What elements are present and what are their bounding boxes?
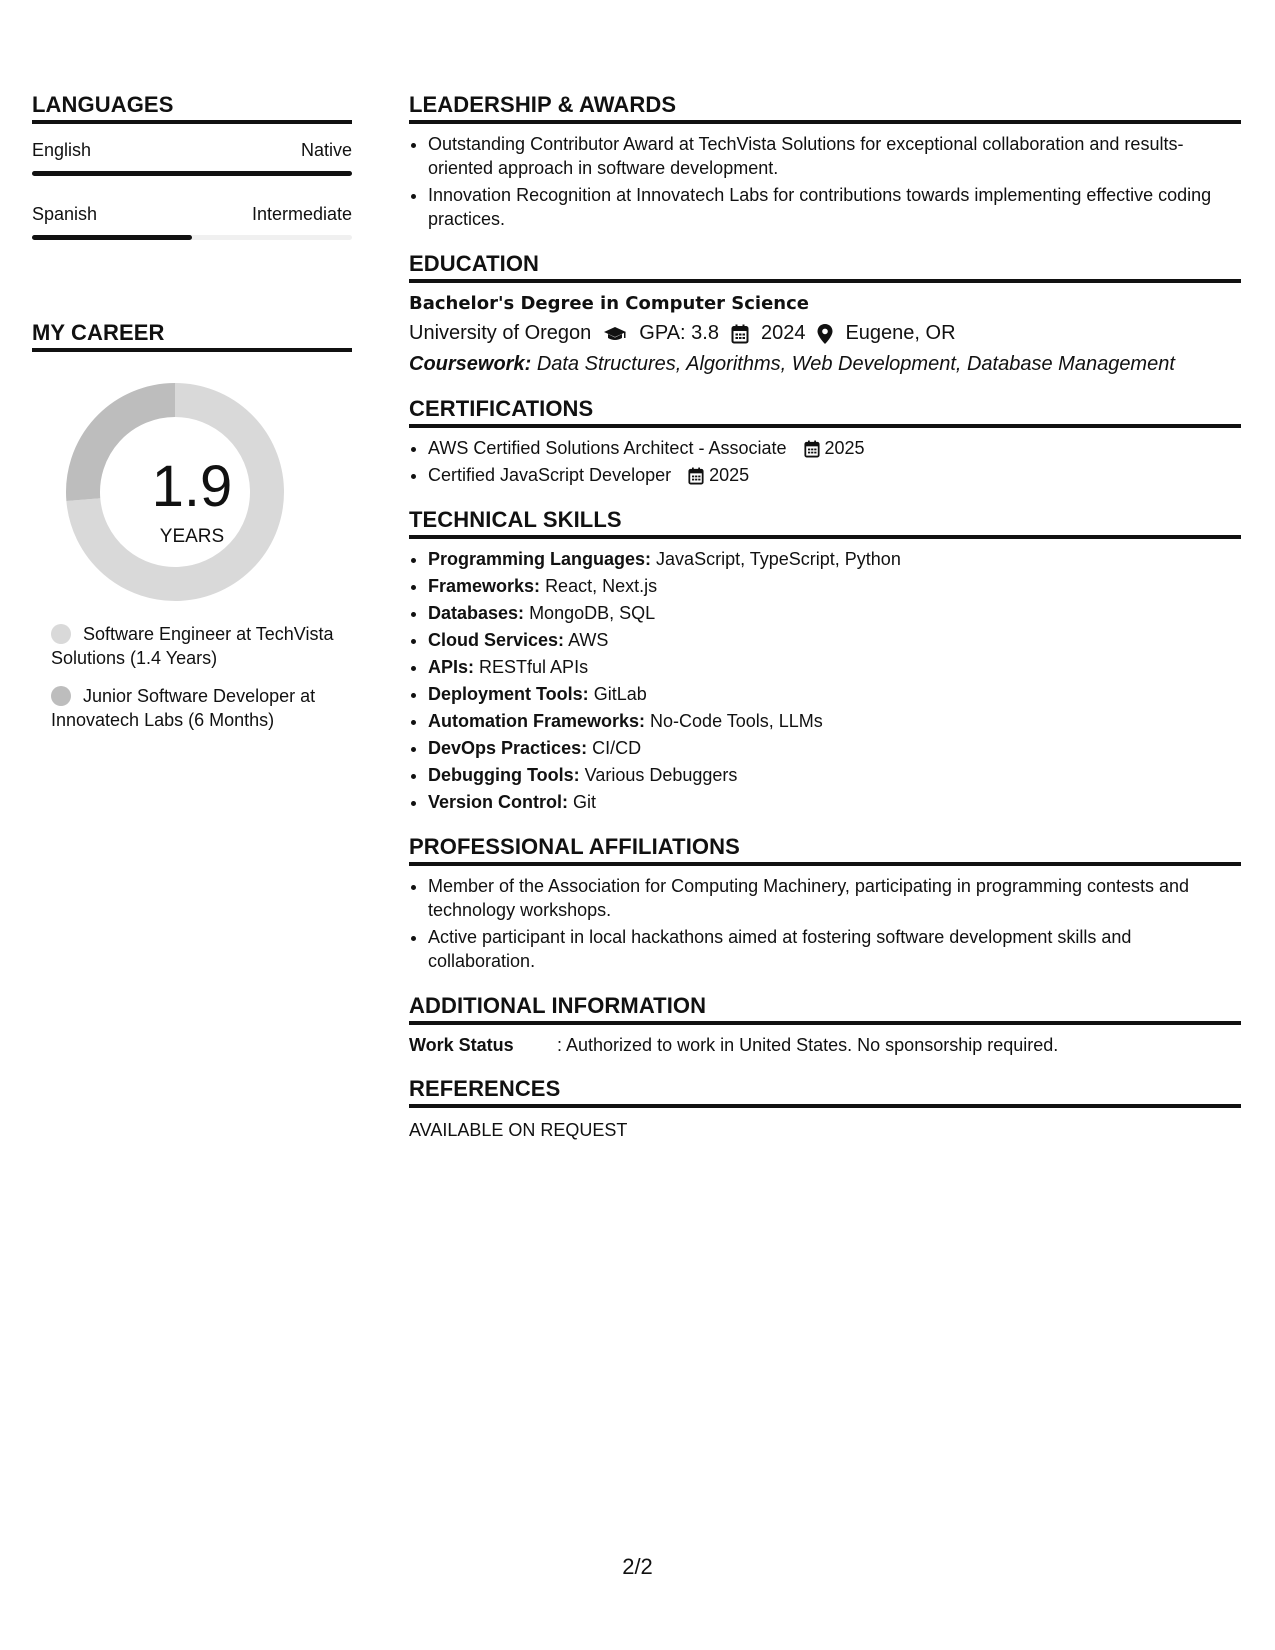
skill-label: Cloud Services: bbox=[428, 630, 565, 650]
affiliations-title: PROFESSIONAL AFFILIATIONS bbox=[409, 834, 1241, 866]
certification-name: Certified JavaScript Developer bbox=[428, 465, 672, 485]
list-item bbox=[428, 547, 1241, 571]
list-item bbox=[428, 436, 1241, 460]
references-text: AVAILABLE ON REQUEST bbox=[409, 1120, 628, 1140]
skill-value: React, Next.js bbox=[545, 576, 658, 596]
references-title: REFERENCES bbox=[409, 1076, 1241, 1108]
skill-label: APIs: bbox=[428, 657, 475, 677]
skill-label: DevOps Practices: bbox=[428, 738, 588, 758]
skill-label: Automation Frameworks: bbox=[428, 711, 646, 731]
left-column bbox=[32, 92, 352, 746]
work-status-row bbox=[409, 1035, 1241, 1056]
career-title: MY CAREER bbox=[32, 320, 352, 352]
coursework-label: Coursework: bbox=[409, 353, 532, 375]
legend-dot-icon bbox=[51, 686, 71, 706]
skill-label: Databases: bbox=[428, 603, 525, 623]
language-level: Native bbox=[300, 140, 352, 160]
list-item bbox=[428, 463, 1241, 487]
location-pin-icon bbox=[817, 324, 833, 344]
certification-year: 2025 bbox=[824, 438, 865, 458]
coursework bbox=[409, 353, 1241, 376]
career-legend bbox=[32, 622, 352, 732]
career-total-value: 1.9 bbox=[151, 454, 233, 519]
skill-value: RESTful APIs bbox=[479, 657, 589, 677]
additional-info-title: ADDITIONAL INFORMATION bbox=[409, 993, 1241, 1025]
list-item bbox=[428, 736, 1241, 760]
list-item bbox=[428, 655, 1241, 679]
calendar-icon bbox=[688, 467, 704, 485]
list-item bbox=[428, 601, 1241, 625]
list-item: • Outstanding Contributor Award at TechVista Solutions for exceptional collaboration and results-oriented approach in software development. bbox=[428, 132, 1241, 180]
list-item: • Member of the Association for Computing Machinery, participating in programming contests and technology workshops. bbox=[428, 874, 1241, 922]
skill-value: GitLab bbox=[593, 684, 647, 704]
affiliations-section bbox=[409, 834, 1241, 973]
education-location: Eugene, OR bbox=[845, 322, 956, 344]
skill-value: CI/CD bbox=[592, 738, 642, 758]
list-item bbox=[428, 790, 1241, 814]
list-item bbox=[428, 628, 1241, 652]
career-legend-item bbox=[51, 622, 352, 670]
references-section bbox=[409, 1076, 1241, 1141]
education-details bbox=[409, 322, 1241, 345]
graduation-cap-icon bbox=[603, 326, 627, 342]
list-item: • Innovation Recognition at Innovatech Labs for contributions towards implementing effective coding practices. bbox=[428, 183, 1241, 231]
language-name: Spanish bbox=[32, 204, 98, 224]
career-donut-chart bbox=[32, 382, 352, 622]
school-name: University of Oregon bbox=[409, 322, 592, 344]
career-legend-label: Software Engineer at TechVista Solutions (1.4 Years) bbox=[51, 624, 334, 668]
coursework-list: Data Structures, Algorithms, Web Development, Database Management bbox=[536, 353, 1175, 375]
education-section bbox=[409, 251, 1241, 376]
page-number: 2/2 bbox=[622, 1554, 653, 1579]
degree-title: Bachelor's Degree in Computer Science bbox=[409, 293, 809, 314]
skills-section bbox=[409, 507, 1241, 814]
language-proficiency-fill bbox=[32, 235, 192, 240]
education-title: EDUCATION bbox=[409, 251, 1241, 283]
certifications-title: CERTIFICATIONS bbox=[409, 396, 1241, 428]
certifications-section bbox=[409, 396, 1241, 487]
language-item bbox=[32, 204, 352, 240]
calendar-icon bbox=[731, 324, 749, 344]
languages-title: LANGUAGES bbox=[32, 92, 352, 124]
certification-year: 2025 bbox=[709, 465, 750, 485]
language-level: Intermediate bbox=[251, 204, 352, 224]
list-item bbox=[428, 709, 1241, 733]
skill-value: Various Debuggers bbox=[584, 765, 738, 785]
right-column bbox=[409, 92, 1241, 1161]
skill-value: No-Code Tools, LLMs bbox=[650, 711, 823, 731]
graduation-year: 2024 bbox=[760, 322, 806, 344]
gpa: GPA: 3.8 bbox=[639, 322, 719, 344]
legend-dot-icon bbox=[51, 624, 71, 644]
leadership-section bbox=[409, 92, 1241, 231]
career-legend-item bbox=[51, 684, 352, 732]
skill-label: Frameworks: bbox=[428, 576, 541, 596]
skill-value: MongoDB, SQL bbox=[529, 603, 656, 623]
skill-value: JavaScript, TypeScript, Python bbox=[656, 549, 901, 569]
list-item: • Active participant in local hackathons aimed at fostering software development skills and collaboration. bbox=[428, 925, 1241, 973]
work-status-value: : Authorized to work in United States. No sponsorship required. bbox=[557, 1035, 1059, 1055]
list-item bbox=[428, 763, 1241, 787]
skill-value: Git bbox=[573, 792, 597, 812]
skill-label: Programming Languages: bbox=[428, 549, 652, 569]
calendar-icon bbox=[804, 440, 820, 458]
skill-label: Version Control: bbox=[428, 792, 569, 812]
skill-label: Debugging Tools: bbox=[428, 765, 580, 785]
leadership-title: LEADERSHIP & AWARDS bbox=[409, 92, 1241, 124]
skill-label: Deployment Tools: bbox=[428, 684, 589, 704]
certification-name: AWS Certified Solutions Architect - Associate bbox=[428, 438, 787, 458]
language-item bbox=[32, 140, 352, 176]
additional-info-section bbox=[409, 993, 1241, 1056]
work-status-label: Work Status bbox=[409, 1035, 514, 1055]
language-name: English bbox=[32, 140, 92, 160]
language-proficiency-bar bbox=[32, 171, 352, 176]
career-total-unit: YEARS bbox=[159, 526, 225, 547]
language-proficiency-fill bbox=[32, 171, 352, 176]
list-item bbox=[428, 574, 1241, 598]
list-item bbox=[428, 682, 1241, 706]
language-proficiency-bar bbox=[32, 235, 352, 240]
skill-value: AWS bbox=[568, 630, 609, 650]
career-legend-label: Junior Software Developer at Innovatech Labs (6 Months) bbox=[51, 686, 316, 730]
skills-title: TECHNICAL SKILLS bbox=[409, 507, 1241, 539]
